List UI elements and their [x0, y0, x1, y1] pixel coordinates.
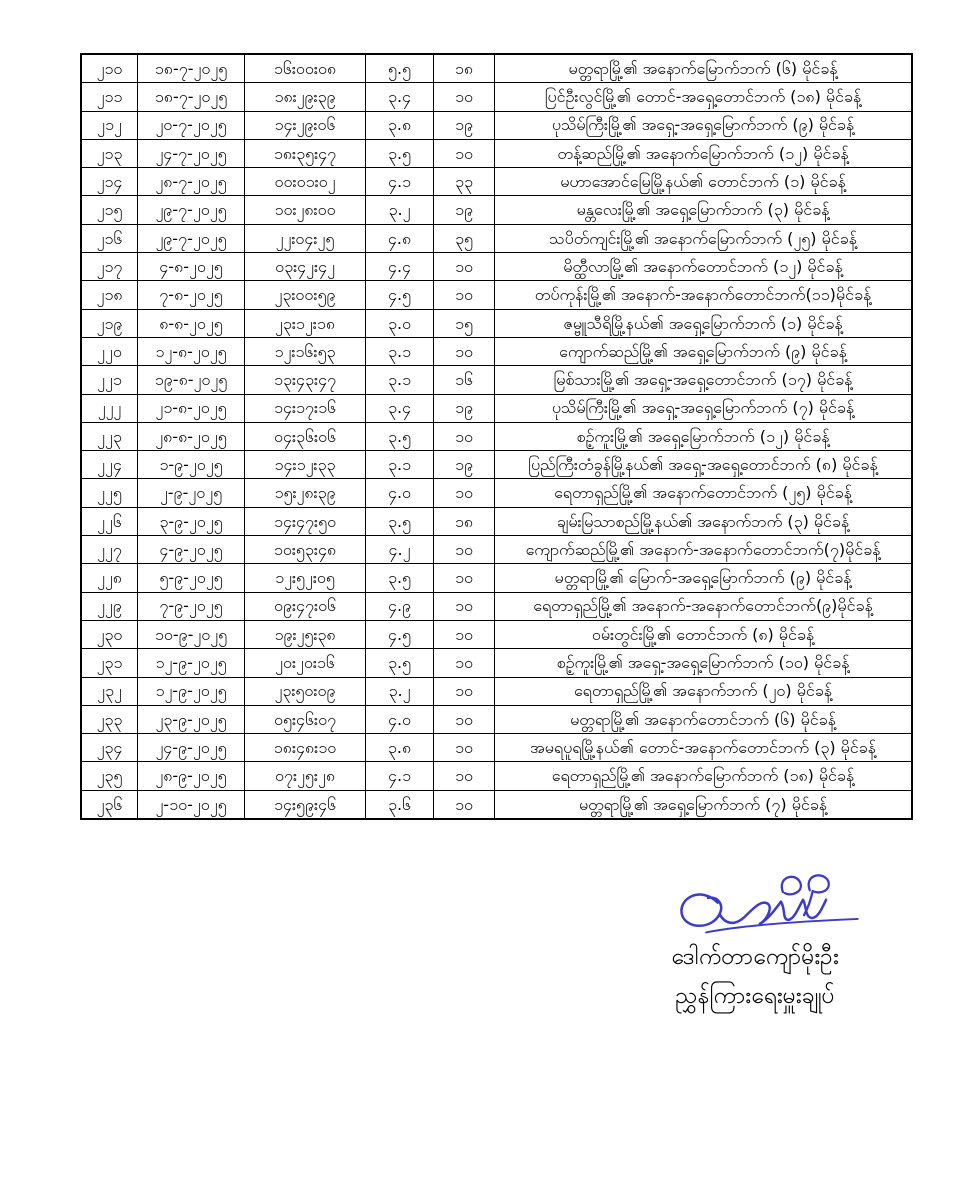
- cell-location: မဟာအောင်မြေမြို့နယ်၏ တောင်ဘက် (၁) မိုင်ခန့်: [495, 168, 913, 196]
- cell-location: မတ္တရာမြို့၏ မြောက်-အရှေ့မြောက်ဘက် (၉) မိုင်ခန့်: [495, 564, 913, 592]
- cell-date: ၂၈-၇-၂၀၂၅: [138, 168, 245, 196]
- cell-date: ၁၀-၉-၂၀၂၅: [138, 620, 245, 648]
- cell-serial-number: ၂၁၇: [81, 253, 138, 281]
- cell-depth: ၁၀: [434, 592, 495, 620]
- cell-serial-number: ၂၃၂: [81, 677, 138, 705]
- cell-time: ၁၄း၅၉း၄၆: [245, 790, 366, 819]
- cell-time: ၁၄း၂၉း၀၆: [245, 111, 366, 139]
- signature-block: [590, 870, 920, 1016]
- cell-depth: ၃၃: [434, 168, 495, 196]
- cell-magnitude: ၄.၀: [366, 705, 434, 733]
- cell-depth: ၁၀: [434, 564, 495, 592]
- cell-magnitude: ၃.၅: [366, 507, 434, 535]
- table-row: [81, 83, 912, 111]
- cell-date: ၂၁-၈-၂၀၂၅: [138, 394, 245, 422]
- cell-date: ၁-၉-၂၀၂၅: [138, 451, 245, 479]
- cell-time: ၁၉း၂၅း၃၈: [245, 620, 366, 648]
- table-row: [81, 168, 912, 196]
- cell-date: ၂၀-၇-၂၀၂၅: [138, 111, 245, 139]
- cell-time: ၂၃း၁၂း၁၈: [245, 309, 366, 337]
- cell-location: ရေတာရှည်မြို့၏ အနောက်တောင်ဘက် (၂၅) မိုင်ခန့်: [495, 479, 913, 507]
- cell-location: မတ္တရာမြို့၏ အရှေ့မြောက်ဘက် (၇) မိုင်ခန့်: [495, 790, 913, 819]
- cell-depth: ၁၀: [434, 734, 495, 762]
- cell-depth: ၁၀: [434, 253, 495, 281]
- cell-time: ၁၀း၅၃း၄၈: [245, 536, 366, 564]
- cell-serial-number: ၂၁၈: [81, 281, 138, 309]
- table-row: [81, 649, 912, 677]
- cell-date: ၁၈-၇-၂၀၂၅: [138, 54, 245, 83]
- cell-magnitude: ၃.၁: [366, 337, 434, 365]
- cell-location: မန္တလေးမြို့၏ အရှေ့မြောက်ဘက် (၃) မိုင်ခန့်: [495, 196, 913, 224]
- cell-time: ၂၂း၀၄း၂၅: [245, 224, 366, 252]
- cell-serial-number: ၂၂၂: [81, 394, 138, 422]
- cell-magnitude: ၃.၄: [366, 394, 434, 422]
- cell-date: ၅-၉-၂၀၂၅: [138, 564, 245, 592]
- cell-location: ချမ်းမြသာစည်မြို့နယ်၏ အနောက်ဘက် (၃) မိုင်ခန့်: [495, 507, 913, 535]
- cell-date: ၂၄-၉-၂၀၂၅: [138, 734, 245, 762]
- cell-magnitude: ၃.၅: [366, 649, 434, 677]
- signer-title: ညွှန်ကြားရေးမှူးချုပ်: [675, 983, 835, 1009]
- cell-location: အမရပူရမြို့နယ်၏ တောင်-အနောက်တောင်ဘက် (၃) မိုင်ခန့်: [495, 734, 913, 762]
- cell-location: ရေတာရှည်မြို့၏ အနောက်မြောက်ဘက် (၁၈) မိုင်ခန့်: [495, 762, 913, 790]
- cell-time: ၂၀း၂၀း၁၆: [245, 649, 366, 677]
- table-row: [81, 196, 912, 224]
- cell-serial-number: ၂၃၅: [81, 762, 138, 790]
- cell-magnitude: ၃.၈: [366, 111, 434, 139]
- cell-depth: ၁၈: [434, 54, 495, 83]
- cell-depth: ၁၀: [434, 83, 495, 111]
- cell-depth: ၁၀: [434, 677, 495, 705]
- cell-date: ၂၄-၇-၂၀၂၅: [138, 139, 245, 167]
- cell-location: မိတ္ထီလာမြို့၏ အနောက်တောင်ဘက် (၁၂) မိုင်ခန့်: [495, 253, 913, 281]
- table-row: [81, 309, 912, 337]
- quake-table-body: [81, 54, 912, 819]
- cell-date: ၄-၉-၂၀၂၅: [138, 536, 245, 564]
- cell-date: ၇-၈-၂၀၂၅: [138, 281, 245, 309]
- cell-location: ဇမ္ဗူသီရိမြို့နယ်၏ အရှေ့မြောက်ဘက် (၁) မိုင်ခန့်: [495, 309, 913, 337]
- table-row: [81, 111, 912, 139]
- cell-depth: ၁၆: [434, 366, 495, 394]
- cell-serial-number: ၂၁၀: [81, 54, 138, 83]
- cell-date: ၂၈-၈-၂၀၂၅: [138, 422, 245, 450]
- cell-depth: ၁၀: [434, 281, 495, 309]
- cell-magnitude: ၄.၄: [366, 253, 434, 281]
- table-row: [81, 224, 912, 252]
- table-row: [81, 253, 912, 281]
- cell-time: ၀၄း၃၆း၀၆: [245, 422, 366, 450]
- cell-date: ၂-၉-၂၀၂၅: [138, 479, 245, 507]
- cell-magnitude: ၃.၅: [366, 564, 434, 592]
- cell-magnitude: ၄.၀: [366, 479, 434, 507]
- cell-serial-number: ၂၁၅: [81, 196, 138, 224]
- cell-magnitude: ၃.၁: [366, 366, 434, 394]
- cell-time: ၀၇း၂၅း၂၈: [245, 762, 366, 790]
- cell-serial-number: ၂၃၆: [81, 790, 138, 819]
- cell-location: ကျောက်ဆည်မြို့၏ အရှေ့မြောက်ဘက် (၉) မိုင်ခန့်: [495, 337, 913, 365]
- cell-time: ၁၀း၂၈း၀၀: [245, 196, 366, 224]
- table-row: [81, 705, 912, 733]
- signer-name: ဒေါက်တာကျော်မိုးဦး: [671, 944, 839, 970]
- cell-depth: ၁၈: [434, 507, 495, 535]
- cell-serial-number: ၂၂၅: [81, 479, 138, 507]
- cell-magnitude: ၃.၂: [366, 196, 434, 224]
- cell-time: ၂၃း၅၀း၀၉: [245, 677, 366, 705]
- cell-serial-number: ၂၂၇: [81, 536, 138, 564]
- cell-location: ပုသိမ်ကြီးမြို့၏ အရှေ့-အရှေ့မြောက်ဘက် (၉) မိုင်ခန့်: [495, 111, 913, 139]
- cell-location: ပြင်ဦးလွင်မြို့၏ တောင်-အရှေ့တောင်ဘက် (၁၈) မိုင်ခန့်: [495, 83, 913, 111]
- cell-time: ၁၂း၅၂း၀၅: [245, 564, 366, 592]
- cell-magnitude: ၃.၈: [366, 734, 434, 762]
- table-row: [81, 592, 912, 620]
- table-row: [81, 536, 912, 564]
- cell-magnitude: ၅.၅: [366, 54, 434, 83]
- cell-date: ၇-၉-၂၀၂၅: [138, 592, 245, 620]
- cell-location: ဝမ်းတွင်းမြို့၏ တောင်ဘက် (၈) မိုင်ခန့်: [495, 620, 913, 648]
- signature-underline: [706, 919, 858, 932]
- cell-location: တန့်ဆည်မြို့၏ အနောက်မြောက်ဘက် (၁၂) မိုင်ခန့်: [495, 139, 913, 167]
- cell-magnitude: ၃.၀: [366, 309, 434, 337]
- cell-magnitude: ၃.၅: [366, 139, 434, 167]
- cell-location: ရေတာရှည်မြို့၏ အနောက်-အနောက်တောင်ဘက်(၉)မိုင်ခန့်: [495, 592, 913, 620]
- cell-location: သပိတ်ကျင်းမြို့၏ အနောက်မြောက်ဘက် (၂၅) မိုင်ခန့်: [495, 224, 913, 252]
- table-row: [81, 734, 912, 762]
- cell-depth: ၁၀: [434, 337, 495, 365]
- table-row: [81, 564, 912, 592]
- cell-time: ၀၅း၄၆း၀၇: [245, 705, 366, 733]
- cell-time: ၀၉း၄၇း၀၆: [245, 592, 366, 620]
- cell-time: ၁၅း၂၈း၃၉: [245, 479, 366, 507]
- cell-serial-number: ၂၂၉: [81, 592, 138, 620]
- cell-depth: ၁၉: [434, 196, 495, 224]
- cell-time: ၂၃း၀၀း၅၉: [245, 281, 366, 309]
- cell-depth: ၁၉: [434, 394, 495, 422]
- cell-serial-number: ၂၁၁: [81, 83, 138, 111]
- cell-time: ၁၈း၃၅း၄၇: [245, 139, 366, 167]
- cell-date: ၃-၉-၂၀၂၅: [138, 507, 245, 535]
- cell-depth: ၁၅: [434, 309, 495, 337]
- cell-magnitude: ၃.၁: [366, 451, 434, 479]
- cell-serial-number: ၂၁၉: [81, 309, 138, 337]
- cell-time: ၁၃း၄၃း၄၇: [245, 366, 366, 394]
- cell-location: ပြည်ကြီးတံခွန်မြို့နယ်၏ အရှေ့-အရှေ့တောင်ဘက် (၈) မိုင်ခန့်: [495, 451, 913, 479]
- table-row: [81, 139, 912, 167]
- table-row: [81, 394, 912, 422]
- cell-depth: ၁၀: [434, 620, 495, 648]
- cell-date: ၂၉-၇-၂၀၂၅: [138, 196, 245, 224]
- cell-serial-number: ၂၂၆: [81, 507, 138, 535]
- table-row: [81, 507, 912, 535]
- cell-magnitude: ၄.၁: [366, 762, 434, 790]
- cell-serial-number: ၂၃၃: [81, 705, 138, 733]
- cell-depth: ၁၀: [434, 536, 495, 564]
- cell-time: ၀၃း၄၂း၄၂: [245, 253, 366, 281]
- cell-location: ပုသိမ်ကြီးမြို့၏ အရှေ့-အရှေ့မြောက်ဘက် (၇) မိုင်ခန့်: [495, 394, 913, 422]
- cell-serial-number: ၂၂၈: [81, 564, 138, 592]
- cell-depth: ၁၀: [434, 649, 495, 677]
- cell-magnitude: ၃.၆: [366, 790, 434, 819]
- cell-serial-number: ၂၃၄: [81, 734, 138, 762]
- cell-magnitude: ၄.၈: [366, 224, 434, 252]
- table-row: [81, 337, 912, 365]
- cell-magnitude: ၃.၂: [366, 677, 434, 705]
- cell-magnitude: ၃.၅: [366, 422, 434, 450]
- cell-depth: ၁၀: [434, 762, 495, 790]
- table-row: [81, 366, 912, 394]
- cell-date: ၂၈-၉-၂၀၂၅: [138, 762, 245, 790]
- cell-depth: ၁၀: [434, 139, 495, 167]
- table-row: [81, 479, 912, 507]
- cell-depth: ၁၀: [434, 479, 495, 507]
- cell-serial-number: ၂၂၄: [81, 451, 138, 479]
- cell-date: ၂၃-၉-၂၀၂၅: [138, 705, 245, 733]
- cell-magnitude: ၃.၄: [366, 83, 434, 111]
- cell-depth: ၁၀: [434, 790, 495, 819]
- cell-time: ၁၂း၁၆း၅၃: [245, 337, 366, 365]
- cell-location: စဉ့်ကူးမြို့၏ အရှေ့-အရှေ့မြောက်ဘက် (၁၀) မိုင်ခန့်: [495, 649, 913, 677]
- cell-magnitude: ၄.၂: [366, 536, 434, 564]
- cell-depth: ၁၉: [434, 451, 495, 479]
- cell-location: ကျောက်ဆည်မြို့၏ အနောက်-အနောက်တောင်ဘက်(၇)မိုင်ခန့်: [495, 536, 913, 564]
- cell-date: ၁၉-၈-၂၀၂၅: [138, 366, 245, 394]
- table-row: [81, 790, 912, 819]
- cell-depth: ၃၅: [434, 224, 495, 252]
- cell-location: မြစ်သားမြို့၏ အရှေ့-အရှေ့တောင်ဘက် (၁၇) မိုင်ခန့်: [495, 366, 913, 394]
- cell-date: ၁၂-၉-၂၀၂၅: [138, 677, 245, 705]
- cell-magnitude: ၄.၉: [366, 592, 434, 620]
- table-row: [81, 422, 912, 450]
- table-row: [81, 620, 912, 648]
- cell-location: စဉ့်ကူးမြို့၏ အရှေ့မြောက်ဘက် (၁၂) မိုင်ခန့်: [495, 422, 913, 450]
- cell-magnitude: ၄.၅: [366, 281, 434, 309]
- cell-location: ရေတာရှည်မြို့၏ အနောက်ဘက် (၂၀) မိုင်ခန့်: [495, 677, 913, 705]
- cell-serial-number: ၂၂၃: [81, 422, 138, 450]
- cell-depth: ၁၀: [434, 705, 495, 733]
- cell-time: ၀၀း၀၁း၀၂: [245, 168, 366, 196]
- cell-time: ၁၆း၀၀း၀၈: [245, 54, 366, 83]
- cell-location: မတ္တရာမြို့၏ အနောက်မြောက်ဘက် (၆) မိုင်ခန့်: [495, 54, 913, 83]
- cell-time: ၁၄း၄၇း၅၀: [245, 507, 366, 535]
- cell-serial-number: ၂၁၂: [81, 111, 138, 139]
- cell-location: တပ်ကုန်းမြို့၏ အနောက်-အနောက်တောင်ဘက်(၁၁)မိုင်ခန့်: [495, 281, 913, 309]
- cell-serial-number: ၂၂၀: [81, 337, 138, 365]
- cell-serial-number: ၂၁၆: [81, 224, 138, 252]
- cell-date: ၂၉-၇-၂၀၂၅: [138, 224, 245, 252]
- cell-date: ၁၂-၈-၂၀၂၅: [138, 337, 245, 365]
- signature-scribble-icon: [666, 870, 871, 942]
- cell-time: ၁၈း၄၈း၁၀: [245, 734, 366, 762]
- table-row: [81, 451, 912, 479]
- cell-serial-number: ၂၁၄: [81, 168, 138, 196]
- cell-magnitude: ၄.၁: [366, 168, 434, 196]
- cell-depth: ၁၀: [434, 422, 495, 450]
- cell-depth: ၁၉: [434, 111, 495, 139]
- table-row: [81, 762, 912, 790]
- cell-date: ၁၂-၉-၂၀၂၅: [138, 649, 245, 677]
- table-row: [81, 54, 912, 83]
- cell-serial-number: ၂၃၁: [81, 649, 138, 677]
- earthquake-table: [80, 53, 913, 820]
- cell-time: ၁၈း၂၉း၃၉: [245, 83, 366, 111]
- cell-date: ၈-၈-၂၀၂၅: [138, 309, 245, 337]
- cell-magnitude: ၄.၅: [366, 620, 434, 648]
- cell-date: ၄-၈-၂၀၂၅: [138, 253, 245, 281]
- cell-time: ၁၄း၁၂း၃၃: [245, 451, 366, 479]
- cell-date: ၁၈-၇-၂၀၂၅: [138, 83, 245, 111]
- table-row: [81, 281, 912, 309]
- cell-location: မတ္တရာမြို့၏ အနောက်တောင်ဘက် (၆) မိုင်ခန့်: [495, 705, 913, 733]
- cell-serial-number: ၂၂၁: [81, 366, 138, 394]
- cell-date: ၂-၁၀-၂၀၂၅: [138, 790, 245, 819]
- cell-serial-number: ၂၃၀: [81, 620, 138, 648]
- cell-serial-number: ၂၁၃: [81, 139, 138, 167]
- cell-time: ၁၄း၁၇း၁၆: [245, 394, 366, 422]
- table-row: [81, 677, 912, 705]
